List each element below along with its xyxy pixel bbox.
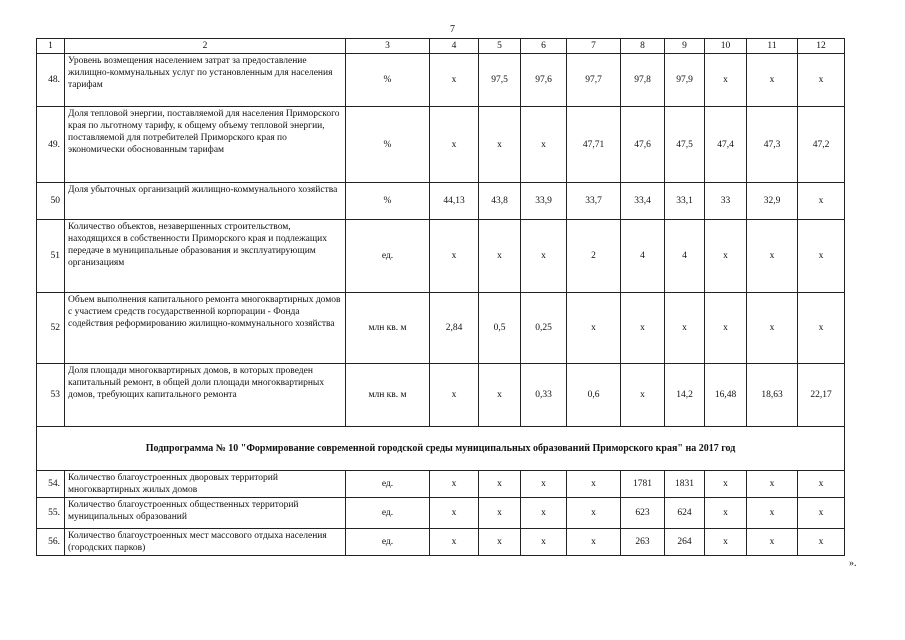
unit-of-measure: %: [346, 183, 430, 220]
indicator-value: х: [567, 529, 621, 556]
indicator-value: х: [798, 529, 845, 556]
table-row: [37, 183, 845, 220]
indicator-value: 2: [567, 220, 621, 293]
indicator-value: х: [705, 498, 747, 529]
indicators-table: [36, 38, 845, 556]
column-header: 7: [567, 39, 621, 54]
column-header-row: [37, 39, 845, 54]
indicator-value: 47,2: [798, 107, 845, 183]
row-number: 50: [37, 183, 65, 220]
indicator-value: х: [665, 293, 705, 364]
indicator-value: х: [430, 54, 479, 107]
indicator-value: 43,8: [479, 183, 521, 220]
indicator-name: Доля убыточных организаций жилищно-коммунального хозяйства: [65, 183, 346, 220]
indicator-value: х: [747, 498, 798, 529]
column-header: 1: [37, 39, 65, 54]
indicator-value: х: [747, 220, 798, 293]
indicator-value: 47,5: [665, 107, 705, 183]
indicator-value: 47,6: [621, 107, 665, 183]
indicator-value: х: [479, 471, 521, 498]
indicator-value: х: [621, 364, 665, 427]
unit-of-measure: ед.: [346, 498, 430, 529]
indicator-value: х: [567, 471, 621, 498]
column-header: 11: [747, 39, 798, 54]
indicator-value: х: [798, 183, 845, 220]
indicator-value: 14,2: [665, 364, 705, 427]
table-row: [37, 107, 845, 183]
subprogram-title: Подпрограмма № 10 "Формирование современной городской среды муниципальных образований Приморского края" на 2017 год: [37, 427, 845, 471]
indicator-value: х: [430, 220, 479, 293]
indicator-name: Доля площади многоквартирных домов, в которых проведен капитальный ремонт, в общей доли площади многоквартирных домов, требующих капитального ремонта: [65, 364, 346, 427]
indicator-value: х: [705, 54, 747, 107]
indicator-name: Объем выполнения капитального ремонта многоквартирных домов с участием средств государственной корпорации - Фонда содействия реформированию жилищно-коммунального хозяйства: [65, 293, 346, 364]
indicator-value: 4: [621, 220, 665, 293]
indicator-value: х: [430, 529, 479, 556]
table-row: [37, 471, 845, 498]
column-header: 2: [65, 39, 346, 54]
indicator-name: Доля тепловой энергии, поставляемой для населения Приморского края по льготному тарифу, к общему объему тепловой энергии, поставляемой для потребителей Приморского края по экономически обоснованным тарифам: [65, 107, 346, 183]
indicator-value: 18,63: [747, 364, 798, 427]
indicator-name: Количество благоустроенных общественных территорий муниципальных образований: [65, 498, 346, 529]
unit-of-measure: млн кв. м: [346, 293, 430, 364]
column-header: 3: [346, 39, 430, 54]
unit-of-measure: ед.: [346, 220, 430, 293]
row-number: 53: [37, 364, 65, 427]
indicator-value: 97,5: [479, 54, 521, 107]
indicator-value: 33,1: [665, 183, 705, 220]
column-header: 12: [798, 39, 845, 54]
unit-of-measure: %: [346, 107, 430, 183]
indicator-value: х: [705, 471, 747, 498]
indicator-value: х: [521, 220, 567, 293]
indicator-value: 47,3: [747, 107, 798, 183]
indicator-value: 623: [621, 498, 665, 529]
indicator-name: Количество благоустроенных дворовых территорий многоквартирных жилых домов: [65, 471, 346, 498]
indicator-value: 0,5: [479, 293, 521, 364]
indicator-value: 264: [665, 529, 705, 556]
indicator-value: х: [567, 293, 621, 364]
subprogram-header-row: [37, 427, 845, 471]
indicator-value: 97,8: [621, 54, 665, 107]
table-row: [37, 364, 845, 427]
indicator-value: 32,9: [747, 183, 798, 220]
indicator-name: Уровень возмещения населением затрат за предоставление жилищно-коммунальных услуг по установленным для населения тарифам: [65, 54, 346, 107]
indicator-value: х: [747, 293, 798, 364]
column-header: 5: [479, 39, 521, 54]
indicator-value: 1781: [621, 471, 665, 498]
indicator-value: 624: [665, 498, 705, 529]
row-number: 56.: [37, 529, 65, 556]
indicator-value: х: [747, 471, 798, 498]
indicator-name: Количество благоустроенных мест массового отдыха населения (городских парков): [65, 529, 346, 556]
indicator-value: 263: [621, 529, 665, 556]
table-row: [37, 529, 845, 556]
indicator-value: 0,25: [521, 293, 567, 364]
indicator-value: х: [521, 498, 567, 529]
row-number: 52: [37, 293, 65, 364]
indicator-value: х: [479, 529, 521, 556]
row-number: 48.: [37, 54, 65, 107]
indicator-value: 22,17: [798, 364, 845, 427]
page-number: 7: [450, 24, 455, 35]
indicator-value: х: [479, 220, 521, 293]
indicator-value: 0,33: [521, 364, 567, 427]
indicator-value: х: [430, 364, 479, 427]
row-number: 51: [37, 220, 65, 293]
column-header: 6: [521, 39, 567, 54]
indicator-value: 97,6: [521, 54, 567, 107]
indicator-value: х: [430, 471, 479, 498]
indicator-value: х: [430, 498, 479, 529]
indicator-name: Количество объектов, незавершенных строительством, находящихся в собственности Приморского края и подлежащих передаче в муниципальные образования и эксплуатирующим организациям: [65, 220, 346, 293]
indicator-value: х: [798, 498, 845, 529]
indicator-value: 2,84: [430, 293, 479, 364]
column-header: 9: [665, 39, 705, 54]
indicator-value: 33,7: [567, 183, 621, 220]
unit-of-measure: %: [346, 54, 430, 107]
indicator-value: 44,13: [430, 183, 479, 220]
indicator-value: 33,9: [521, 183, 567, 220]
column-header: 4: [430, 39, 479, 54]
table-row: [37, 293, 845, 364]
row-number: 54.: [37, 471, 65, 498]
unit-of-measure: ед.: [346, 529, 430, 556]
table-row: [37, 54, 845, 107]
table-row: [37, 220, 845, 293]
indicator-value: 47,71: [567, 107, 621, 183]
indicator-value: х: [705, 293, 747, 364]
row-number: 55.: [37, 498, 65, 529]
indicator-value: х: [479, 364, 521, 427]
indicator-value: х: [621, 293, 665, 364]
indicator-value: х: [705, 529, 747, 556]
indicator-value: 97,7: [567, 54, 621, 107]
indicator-value: х: [430, 107, 479, 183]
column-header: 10: [705, 39, 747, 54]
indicator-value: х: [521, 107, 567, 183]
indicator-value: х: [747, 54, 798, 107]
unit-of-measure: ед.: [346, 471, 430, 498]
indicator-value: х: [747, 529, 798, 556]
indicator-value: х: [567, 498, 621, 529]
indicator-value: х: [521, 471, 567, 498]
indicator-value: х: [798, 54, 845, 107]
indicator-value: х: [705, 220, 747, 293]
indicator-value: х: [521, 529, 567, 556]
indicator-value: х: [479, 498, 521, 529]
indicator-value: х: [798, 293, 845, 364]
indicator-value: х: [798, 220, 845, 293]
indicator-value: 47,4: [705, 107, 747, 183]
column-header: 8: [621, 39, 665, 54]
table-row: [37, 498, 845, 529]
indicator-value: х: [798, 471, 845, 498]
unit-of-measure: млн кв. м: [346, 364, 430, 427]
indicator-value: 97,9: [665, 54, 705, 107]
indicator-value: 1831: [665, 471, 705, 498]
indicator-value: 0,6: [567, 364, 621, 427]
indicator-value: 16,48: [705, 364, 747, 427]
indicator-value: х: [479, 107, 521, 183]
closing-quote-mark: ».: [849, 558, 857, 569]
indicator-value: 33: [705, 183, 747, 220]
row-number: 49.: [37, 107, 65, 183]
indicator-value: 33,4: [621, 183, 665, 220]
indicator-value: 4: [665, 220, 705, 293]
